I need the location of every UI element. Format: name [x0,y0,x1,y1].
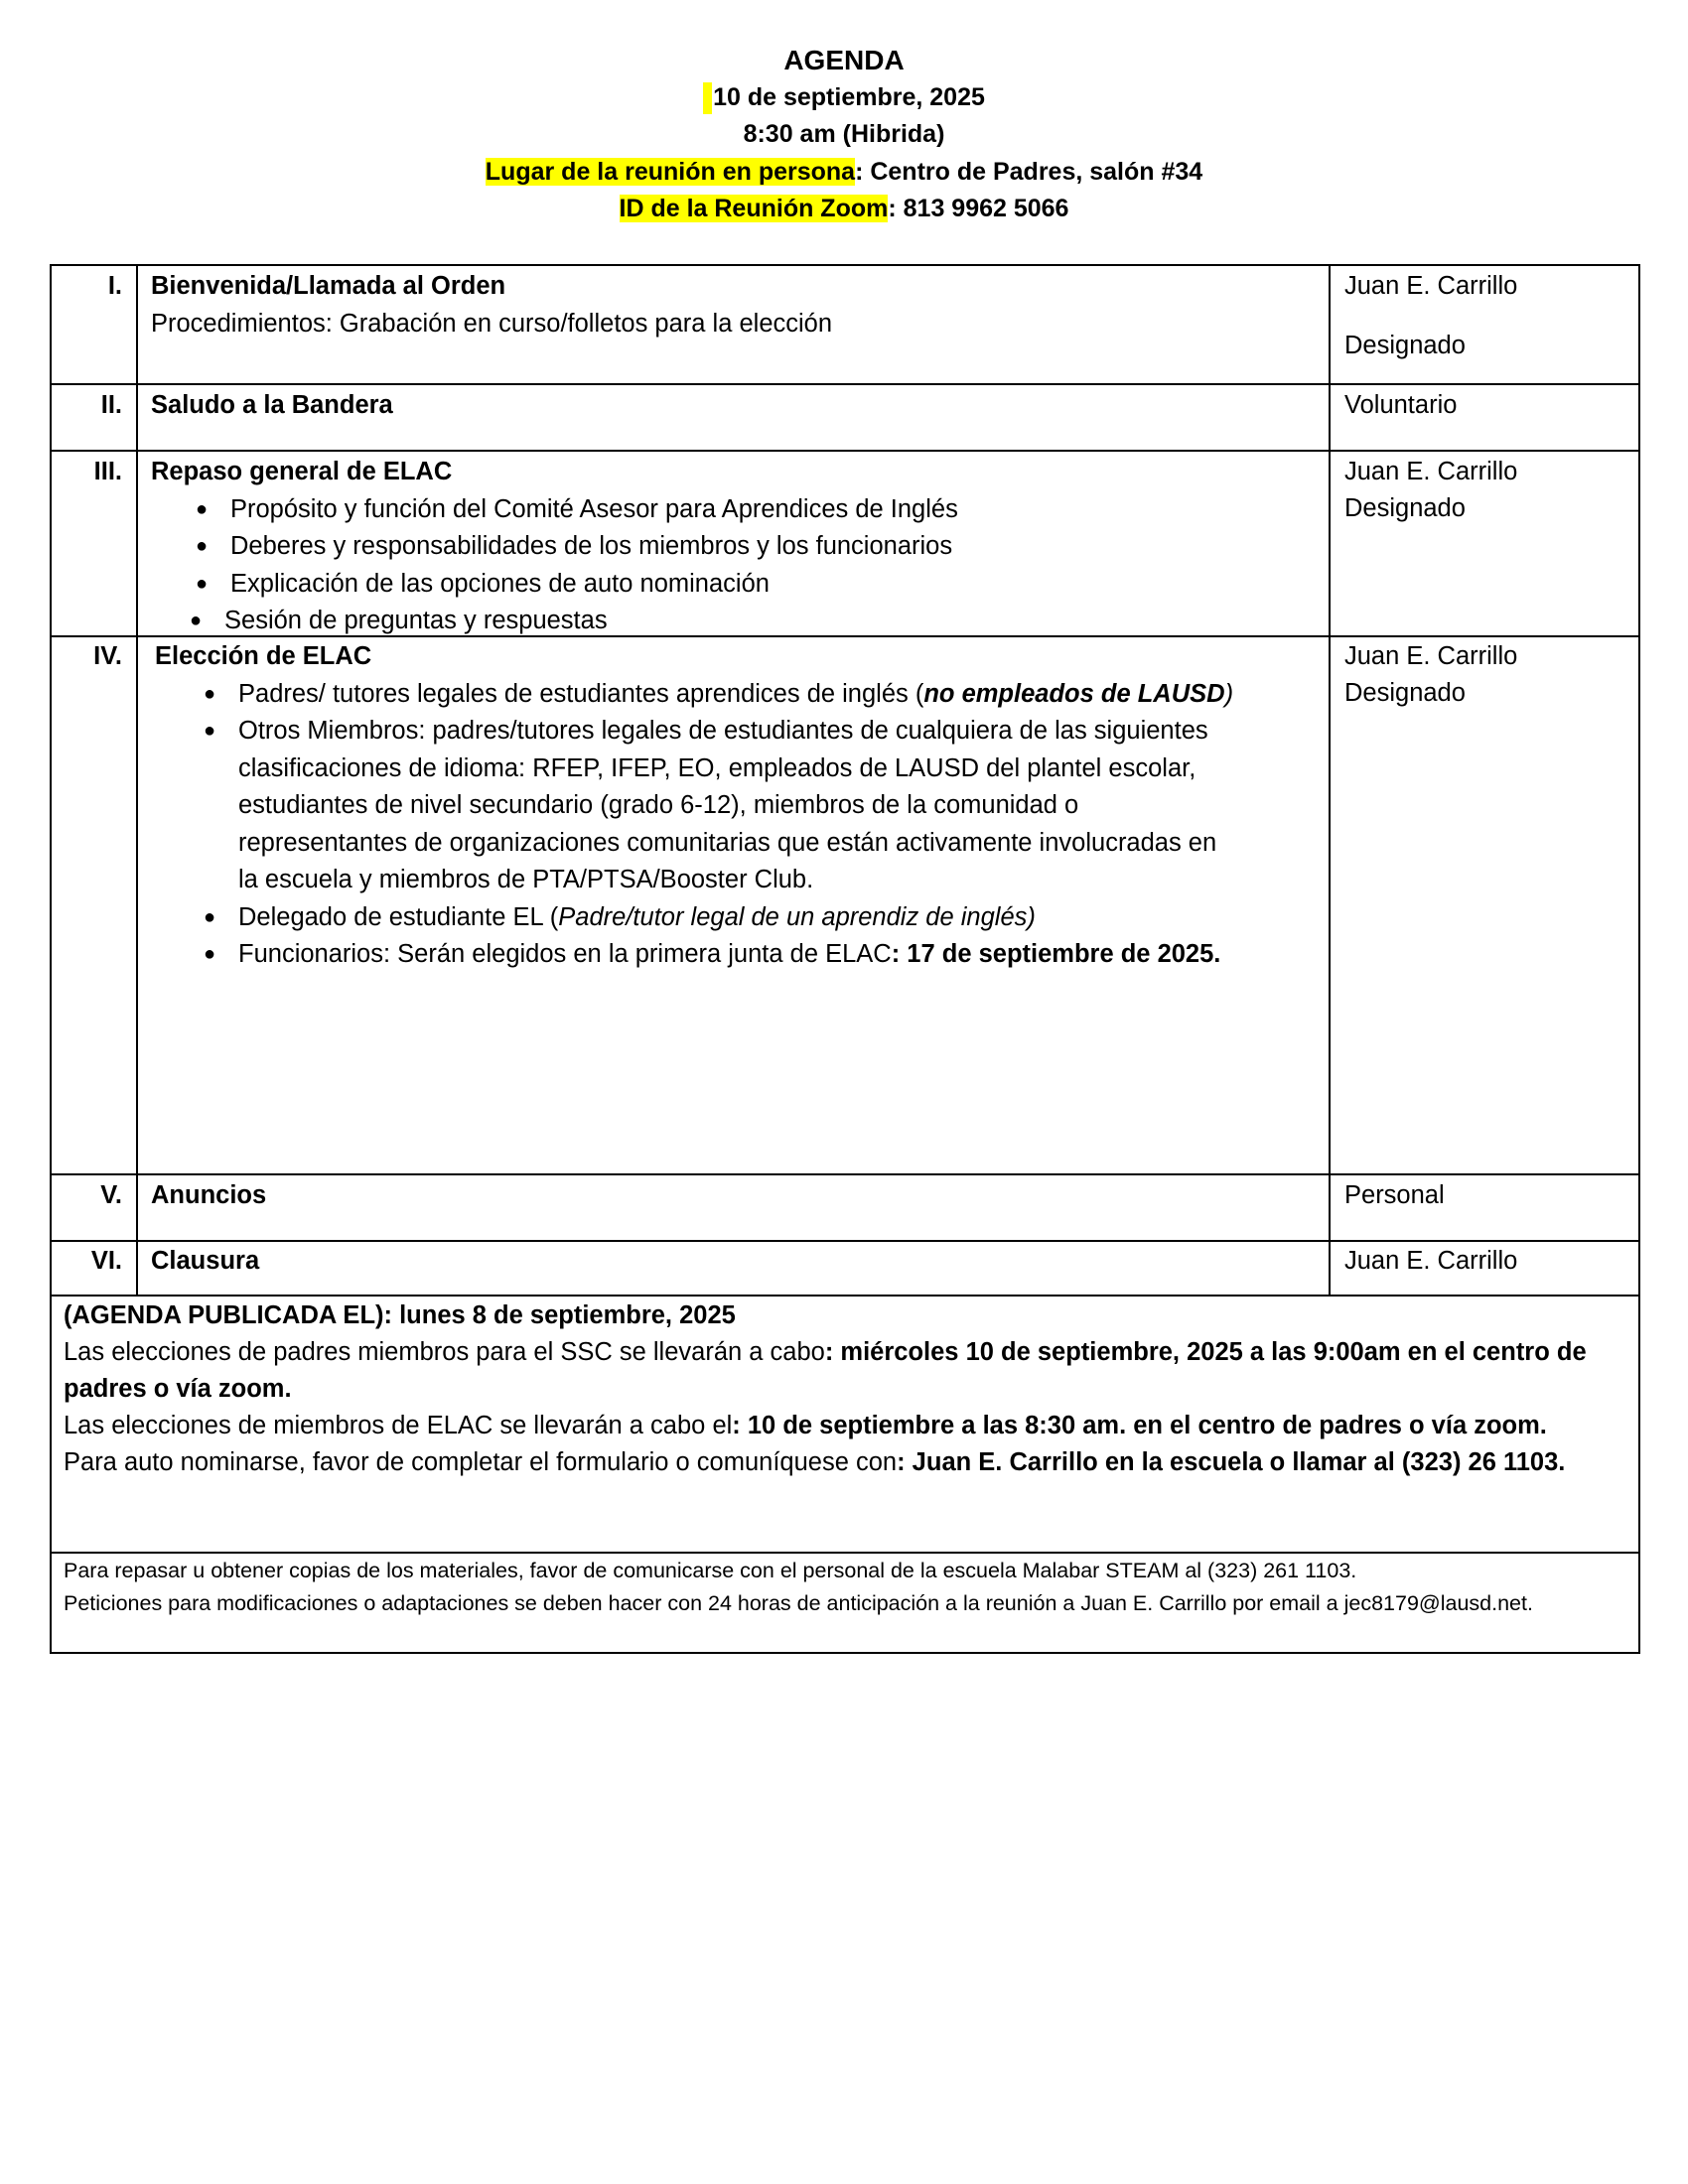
item-title: Bienvenida/Llamada al Orden [151,272,506,300]
presenter: Juan E. Carrillo [1344,272,1518,300]
agenda-item-welcome [151,268,1323,342]
list-item: ● Padres/ tutores legales de estudiantes aprendices de inglés (no empleados de LAUSD) [238,676,1241,714]
agenda-item-overview [151,454,1323,640]
bullet-icon: ● [196,497,209,520]
list-item: ● Propósito y función del Comité Asesor para Aprendices de Inglés [230,491,1323,529]
zoom-value: : 813 9962 5066 [888,195,1069,222]
bullet-list [151,491,1323,640]
list-item: ● Explicación de las opciones de auto nominación [230,566,1323,604]
meeting-date: 10 de septiembre, 2025 [0,79,1688,117]
item-title: Clausura [151,1247,260,1275]
nomination-note: Para auto nominarse, favor de completar el formulario o comuníquese con: Juan E. Carrillo en la escuela o llamar al (323) 26 1103. [64,1448,1566,1476]
presenter-role: Designado [1344,494,1466,522]
list-item: ● Deberes y responsabilidades de los miembros y los funcionarios [230,528,1323,566]
row-divider [50,1240,1640,1242]
row-divider [50,1173,1640,1175]
item-title: Anuncios [151,1181,267,1209]
item-subtitle: Procedimientos: Grabación en curso/folletos para la elección [151,309,833,338]
bullet-list [155,676,1241,974]
posted-date: (AGENDA PUBLICADA EL): lunes 8 de septiembre, 2025 [64,1301,736,1329]
item-title: Repaso general de ELAC [151,458,453,485]
column-divider [136,264,138,1297]
page-title: AGENDA [783,45,905,75]
meeting-location [0,154,1688,192]
bullet-icon: ● [196,572,209,595]
list-item: ● Funcionarios: Serán elegidos en la primera junta de ELAC: 17 de septiembre de 2025. [238,936,1241,974]
meeting-time: 8:30 am (Hibrida) [743,120,945,148]
item-number: I. [107,272,122,300]
presenter: Juan E. Carrillo [1344,642,1518,670]
list-item: ● Sesión de preguntas y respuestas [224,603,1323,640]
item-number: V. [100,1181,122,1209]
election-notice [64,1297,1630,1481]
zoom-id [0,191,1688,228]
presenter-role: Designado [1344,679,1466,707]
location-label: Lugar de la reunión en persona [485,157,856,186]
copies-note: Para repasar u obtener copias de los materiales, favor de comunicarse con el personal de la escuela Malabar STEAM al (323) 261 1103. [64,1559,1357,1582]
table-border-mid [50,1295,1640,1297]
item-number: II. [100,391,122,419]
bullet-icon: ● [204,720,216,742]
column-divider [1329,264,1331,1297]
presenter: Juan E. Carrillo [1344,458,1518,485]
zoom-label: ID de la Reunión Zoom [619,195,889,222]
table-border-right [1638,264,1640,1654]
row-divider [50,450,1640,452]
bullet-icon: ● [204,682,216,705]
agenda-header [0,42,1688,228]
table-border-top [50,264,1640,266]
presenter-role: Designado [1344,332,1466,359]
agenda-item-election [155,638,1267,974]
table-border-bottom [50,1652,1640,1654]
item-number: IV. [93,642,122,670]
item-title: Saludo a la Bandera [151,391,393,419]
list-item: ● Otros Miembros: padres/tutores legales de estudiantes de cualquiera de las siguientes clasificaciones de idioma: RFEP, IFEP, EO, empleados de LAUSD del plantel escolar, estudiantes de nivel secundario (grado 6-12), miembros de la comunidad o representantes de organizaciones comunitarias que están activamente involucradas en la escuela y miembros de PTA/PTSA/Booster Club. [238,713,1241,899]
item-title: Elección de ELAC [155,642,372,670]
item-number: VI. [90,1247,122,1275]
item-number: III. [93,458,122,485]
bullet-icon: ● [204,943,216,965]
presenter: Juan E. Carrillo [1344,1247,1518,1275]
materials-footer [64,1555,1632,1620]
footer-divider [50,1552,1640,1554]
ssc-election-note: Las elecciones de padres miembros para el SSC se llevarán a cabo: miércoles 10 de septiembre, 2025 a las 9:00am en el centro de padres o vía zoom. [64,1338,1587,1403]
highlight-mark [703,82,712,114]
bullet-icon: ● [196,535,209,557]
presenter: Voluntario [1344,391,1458,419]
bullet-icon: ● [190,610,203,631]
elac-election-note: Las elecciones de miembros de ELAC se llevarán a cabo el: 10 de septiembre a las 8:30 am. en el centro de padres o vía zoom. [64,1412,1547,1439]
bullet-icon: ● [204,905,216,928]
accommodations-note: Peticiones para modificaciones o adaptaciones se deben hacer con 24 horas de anticipación a la reunión a Juan E. Carrillo por email a jec8179@lausd.net. [64,1591,1533,1615]
row-divider [50,383,1640,385]
location-value: : Centro de Padres, salón #34 [855,157,1203,186]
presenter: Personal [1344,1181,1445,1209]
list-item: ● Delegado de estudiante EL (Padre/tutor legal de un aprendiz de inglés) [238,899,1241,937]
